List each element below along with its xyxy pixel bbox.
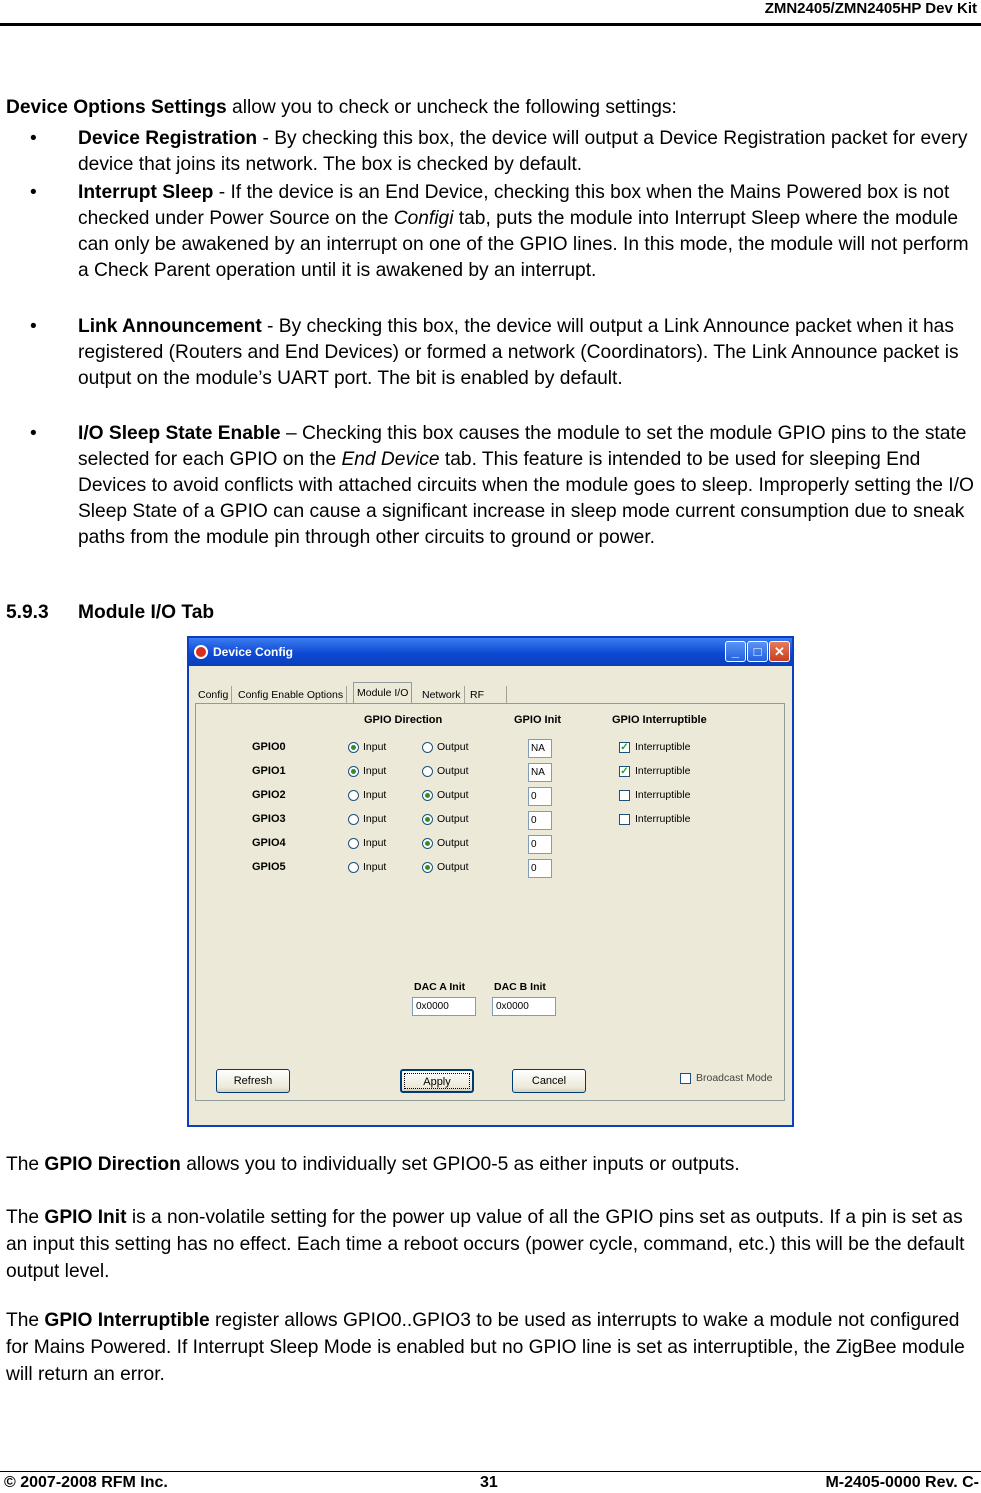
- bullet-dot: •: [30, 128, 37, 149]
- intro-text: allow you to check or uncheck the following settings:: [226, 97, 677, 118]
- para-text: is a non-volatile setting for the power up value of all the GPIO pins set as outputs. If a pin is set as an input this setting has no effect. Each time a reboot occurs (power cycle, command, etc.) this will be the default output level.: [6, 1207, 965, 1282]
- bullet-bold: Device Registration: [78, 128, 258, 149]
- checkbox-label: Interruptible: [635, 765, 691, 777]
- bullet-text: [78, 314, 974, 392]
- radio-icon: [348, 790, 359, 801]
- gpio-direction-paragraph: [6, 1151, 974, 1178]
- module-io-panel: [195, 703, 785, 1101]
- bullet-bold: Interrupt Sleep: [78, 182, 214, 203]
- gpio0-interruptible-checkbox[interactable]: [619, 741, 690, 754]
- gpio3-input-radio[interactable]: [348, 813, 386, 826]
- gpio2-output-radio[interactable]: [422, 789, 469, 802]
- gpio4-output-radio[interactable]: [422, 837, 469, 850]
- radio-label: Input: [363, 789, 387, 801]
- checkbox-label: Interruptible: [635, 789, 691, 801]
- bullet-bold: I/O Sleep State Enable: [78, 423, 281, 444]
- bullet-dot: •: [30, 316, 37, 337]
- gpio-init-header: GPIO Init: [514, 714, 562, 726]
- radio-icon: [422, 742, 433, 753]
- bullet-dot: •: [30, 182, 37, 203]
- bullet-bold: Link Announcement: [78, 316, 262, 337]
- gpio5-input-radio[interactable]: [348, 861, 386, 874]
- footer-doc-number: M-2405-0000 Rev. C-: [825, 1474, 979, 1491]
- bullet-italic: Configi: [393, 208, 454, 229]
- gpio0-init-input[interactable]: NA: [528, 739, 552, 758]
- radio-icon: [422, 862, 433, 873]
- gpio1-input-radio[interactable]: [348, 765, 386, 778]
- cancel-button[interactable]: Cancel: [512, 1069, 586, 1093]
- gpio-name: GPIO5: [252, 861, 286, 873]
- dac-a-label: DAC A Init: [414, 981, 466, 993]
- gpio-name: GPIO2: [252, 789, 286, 801]
- radio-label: Input: [363, 813, 387, 825]
- gpio1-interruptible-checkbox[interactable]: [619, 765, 690, 778]
- bullet-body: – Checking this box causes the module to set the module GPIO pins to the state selected for each GPIO on the: [78, 423, 967, 470]
- device-config-window: [187, 636, 794, 1127]
- minimize-button[interactable]: _: [725, 641, 746, 662]
- radio-icon: [348, 742, 359, 753]
- bullet-italic: End Device: [341, 449, 440, 470]
- para-bold: GPIO Init: [44, 1207, 127, 1228]
- gpio2-init-input[interactable]: 0: [528, 787, 552, 806]
- intro-paragraph: [6, 94, 974, 121]
- tab-module-io[interactable]: Module I/O: [353, 682, 412, 704]
- gpio-direction-header: GPIO Direction: [364, 714, 443, 726]
- radio-label: Input: [363, 765, 387, 777]
- gpio4-init-input[interactable]: 0: [528, 835, 552, 854]
- bullet-dot: •: [30, 423, 37, 444]
- radio-icon: [348, 862, 359, 873]
- radio-label: Input: [363, 837, 387, 849]
- checkbox-icon: [680, 1073, 691, 1084]
- gpio0-input-radio[interactable]: [348, 741, 386, 754]
- tab-network[interactable]: Network: [419, 686, 465, 704]
- radio-icon: [348, 838, 359, 849]
- gpio-init-paragraph: [6, 1204, 974, 1285]
- checkbox-label: Interruptible: [635, 741, 691, 753]
- para-text: The: [6, 1310, 45, 1331]
- bullet-text: [78, 126, 974, 178]
- para-text: The: [6, 1154, 45, 1175]
- radio-icon: [422, 790, 433, 801]
- radio-label: Input: [363, 861, 387, 873]
- gpio3-interruptible-checkbox[interactable]: [619, 813, 690, 826]
- radio-icon: [422, 814, 433, 825]
- radio-label: Output: [437, 861, 469, 873]
- tab-rf[interactable]: RF: [467, 686, 507, 704]
- bullet-body: - By checking this box, the device will output a Link Announce packet when it has registered (Routers and End Devices) or formed a network (Coordinators). The Link Announce packet is output on the module’s UART port. The bit is enabled by default.: [78, 316, 959, 389]
- bullet-body: - By checking this box, the device will output a Device Registration packet for every device that joins its network. The box is checked by default.: [78, 128, 968, 175]
- para-text: allows you to individually set GPIO0-5 as either inputs or outputs.: [180, 1154, 740, 1175]
- gpio-interruptible-paragraph: [6, 1307, 974, 1388]
- page-footer: [0, 1471, 981, 1493]
- gpio3-init-input[interactable]: 0: [528, 811, 552, 830]
- gpio-name: GPIO4: [252, 837, 286, 849]
- para-bold: GPIO Interruptible: [44, 1310, 210, 1331]
- checkbox-icon: [619, 814, 630, 825]
- window-title: Device Config: [213, 645, 294, 659]
- bullet-text: [78, 180, 974, 284]
- gpio5-init-input[interactable]: 0: [528, 859, 552, 878]
- gpio-name: GPIO1: [252, 765, 286, 777]
- tab-strip: [195, 682, 785, 704]
- footer-copyright: © 2007-2008 RFM Inc.: [4, 1474, 168, 1491]
- gpio2-interruptible-checkbox[interactable]: [619, 789, 690, 802]
- radio-icon: [348, 766, 359, 777]
- dac-b-input[interactable]: 0x0000: [492, 997, 556, 1016]
- gpio3-output-radio[interactable]: [422, 813, 469, 826]
- section-number: 5.9.3: [6, 602, 49, 623]
- checkbox-icon: [619, 790, 630, 801]
- checkbox-label: Interruptible: [635, 813, 691, 825]
- radio-label: Output: [437, 789, 469, 801]
- para-text: The: [6, 1207, 45, 1228]
- dac-a-input[interactable]: 0x0000: [412, 997, 476, 1016]
- tab-config-enable-options[interactable]: Config Enable Options: [235, 686, 347, 704]
- gpio-name: GPIO0: [252, 741, 286, 753]
- header-title: ZMN2405/ZMN2405HP Dev Kit: [764, 0, 977, 17]
- intro-bold: Device Options Settings: [6, 97, 227, 118]
- gpio-name: GPIO3: [252, 813, 286, 825]
- app-icon: [194, 645, 208, 659]
- window-titlebar[interactable]: [189, 638, 792, 666]
- page-header: [0, 0, 981, 26]
- gpio1-output-radio[interactable]: [422, 765, 469, 778]
- close-button[interactable]: ✕: [769, 641, 790, 662]
- gpio2-input-radio[interactable]: [348, 789, 386, 802]
- radio-label: Input: [363, 741, 387, 753]
- radio-label: Output: [437, 741, 469, 753]
- broadcast-mode-checkbox[interactable]: [680, 1072, 772, 1085]
- bullet-body: - If the device is an End Device, checking this box when the Mains Powered box is not checked under Power Source on the: [78, 182, 950, 229]
- bullet-text: [78, 421, 974, 551]
- bullet-body: tab. This feature is intended to be used for sleeping End Devices to avoid conflicts with attached circuits when the module goes to sleep. Improperly setting the I/O Sleep State of a GPIO can cause a significant increase in sleep mode current consumption due to sneak paths from the module pin through other circuits to ground or power.: [78, 449, 974, 548]
- radio-icon: [422, 838, 433, 849]
- footer-page-number: 31: [480, 1474, 498, 1491]
- checkbox-label: Broadcast Mode: [696, 1072, 773, 1084]
- refresh-button[interactable]: Refresh: [216, 1069, 290, 1093]
- gpio4-input-radio[interactable]: [348, 837, 386, 850]
- gpio0-output-radio[interactable]: [422, 741, 469, 754]
- gpio5-output-radio[interactable]: [422, 861, 469, 874]
- radio-icon: [348, 814, 359, 825]
- maximize-button[interactable]: □: [747, 641, 768, 662]
- section-title: Module I/O Tab: [78, 602, 215, 623]
- dac-b-label: DAC B Init: [494, 981, 546, 993]
- gpio1-init-input[interactable]: NA: [528, 763, 552, 782]
- apply-button[interactable]: Apply: [400, 1069, 474, 1093]
- para-text: register allows GPIO0..GPIO3 to be used as interrupts to wake a module not configured for Mains Powered. If Interrupt Sleep Mode is enabled but no GPIO line is set as interruptible, the ZigBee module will return an error.: [6, 1310, 965, 1385]
- para-bold: GPIO Direction: [44, 1154, 181, 1175]
- bullet-body: tab, puts the module into Interrupt Sleep where the module can only be awakened by an interrupt on one of the GPIO lines. In this mode, the module will not perform a Check Parent operation until it is awakened by an interrupt.: [78, 208, 969, 281]
- checkbox-icon: ✓: [620, 765, 629, 777]
- radio-label: Output: [437, 813, 469, 825]
- checkbox-icon: ✓: [620, 741, 629, 753]
- tab-config[interactable]: Config: [195, 686, 232, 704]
- radio-label: Output: [437, 765, 469, 777]
- radio-label: Output: [437, 837, 469, 849]
- radio-icon: [422, 766, 433, 777]
- gpio-interruptible-header: GPIO Interruptible: [612, 714, 707, 726]
